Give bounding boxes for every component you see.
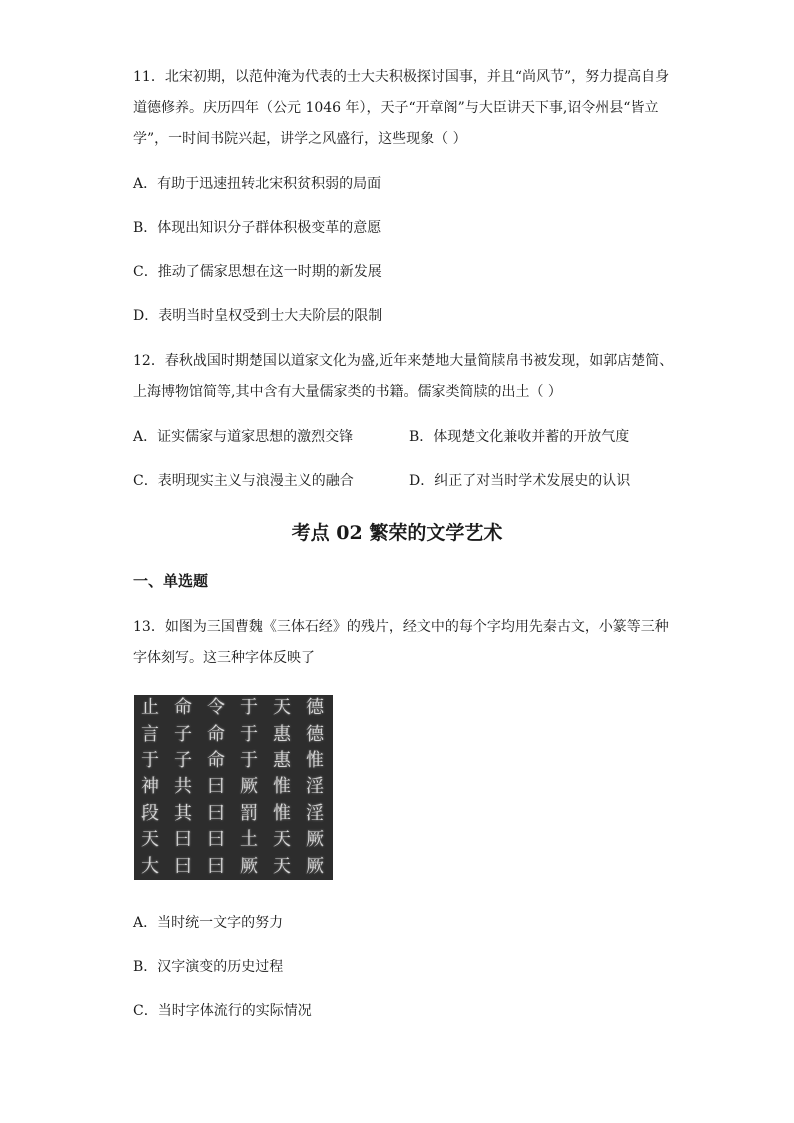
rubbing-glyph: 曰 <box>207 802 225 824</box>
rubbing-glyph: 淫 <box>306 802 324 824</box>
rubbing-glyph: 神 <box>141 776 159 798</box>
rubbing-glyph: 子 <box>174 723 192 745</box>
rubbing-glyph: 惟 <box>273 802 291 824</box>
q13-option-a[interactable]: A．当时统一文字的努力 <box>133 915 284 931</box>
rubbing-glyph: 曰 <box>174 829 192 851</box>
rubbing-glyph: 命 <box>207 750 225 772</box>
rubbing-glyph: 天 <box>273 829 291 851</box>
q11-option-c[interactable]: C．推动了儒家思想在这一时期的新发展 <box>133 264 382 280</box>
q11-option-b[interactable]: B．体现出知识分子群体积极变革的意愿 <box>133 220 382 236</box>
rubbing-glyph: 淫 <box>306 776 324 798</box>
rubbing-glyph: 天 <box>273 697 291 719</box>
rubbing-glyph: 于 <box>141 750 159 772</box>
q13-option-c[interactable]: C．当时字体流行的实际情况 <box>133 1003 312 1019</box>
rubbing-glyph: 于 <box>240 697 258 719</box>
rubbing-glyph: 土 <box>240 829 258 851</box>
q12-option-d[interactable]: D．纠正了对当时学术发展史的认识 <box>409 473 631 489</box>
rubbing-glyph: 厥 <box>306 855 324 877</box>
q11-stem-line-3: 学”，一时间书院兴起，讲学之风盛行，这些现象（ ） <box>133 131 467 147</box>
q11-stem-line-2: 道德修养。庆历四年（公元 1046 年），天子“开章阁”与大臣讲天下事,诏令州县“皆立 <box>133 100 659 116</box>
rubbing-glyph: 大 <box>141 855 159 877</box>
q12-stem-line-2: 上海博物馆简等,其中含有大量儒家类的书籍。儒家类简牍的出土（ ） <box>133 384 562 400</box>
q13-stem-line-1: 13．如图为三国曹魏《三体石经》的残片，经文中的每个字均用先秦古文，小篆等三种 <box>133 619 669 635</box>
stone-classic-rubbing-image <box>134 695 333 880</box>
rubbing-glyph: 段 <box>141 802 159 824</box>
rubbing-glyph: 惠 <box>273 723 291 745</box>
q12-option-c[interactable]: C．表明现实主义与浪漫主义的融合 <box>133 473 354 489</box>
rubbing-glyph: 天 <box>141 829 159 851</box>
q11-option-d[interactable]: D．表明当时皇权受到士大夫阶层的限制 <box>133 308 383 324</box>
q13-option-b[interactable]: B．汉字演变的历史过程 <box>133 959 284 975</box>
rubbing-glyph: 于 <box>240 723 258 745</box>
rubbing-glyph: 厥 <box>306 829 324 851</box>
q12-option-a[interactable]: A．证实儒家与道家思想的激烈交锋 <box>133 429 354 445</box>
rubbing-glyph: 天 <box>273 855 291 877</box>
rubbing-glyph: 令 <box>207 697 225 719</box>
rubbing-glyph: 命 <box>174 697 192 719</box>
rubbing-glyph: 命 <box>207 723 225 745</box>
q12-stem-line-1: 12．春秋战国时期楚国以道家文化为盛,近年来楚地大量简牍帛书被发现，如郭店楚简、 <box>133 353 674 369</box>
rubbing-glyph: 子 <box>174 750 192 772</box>
rubbing-glyph: 曰 <box>174 855 192 877</box>
section-subtitle: 一、单选题 <box>133 572 209 590</box>
rubbing-glyph: 德 <box>306 697 324 719</box>
rubbing-glyph: 惠 <box>273 750 291 772</box>
rubbing-glyph: 厥 <box>240 855 258 877</box>
q13-stem-line-2: 字体刻写。这三种字体反映了 <box>133 650 315 666</box>
rubbing-glyph: 其 <box>174 802 192 824</box>
rubbing-glyph: 厥 <box>240 776 258 798</box>
q11-option-a[interactable]: A．有助于迅速扭转北宋积贫积弱的局面 <box>133 176 382 192</box>
q11-stem-line-1: 11．北宋初期，以范仲淹为代表的士大夫积极探讨国事，并且“尚风节”，努力提高自身 <box>133 69 670 85</box>
section-title: 考点 02 繁荣的文学艺术 <box>291 522 503 544</box>
rubbing-glyph: 德 <box>306 723 324 745</box>
rubbing-glyph: 于 <box>240 750 258 772</box>
rubbing-glyph: 止 <box>141 697 159 719</box>
rubbing-glyph: 惟 <box>273 776 291 798</box>
rubbing-glyph: 言 <box>141 723 159 745</box>
rubbing-glyph: 曰 <box>207 855 225 877</box>
rubbing-glyph: 曰 <box>207 776 225 798</box>
q12-option-b[interactable]: B．体现楚文化兼收并蓄的开放气度 <box>409 429 630 445</box>
rubbing-glyph: 惟 <box>306 750 324 772</box>
rubbing-glyph: 曰 <box>207 829 225 851</box>
rubbing-glyph: 罰 <box>240 802 258 824</box>
rubbing-glyph: 共 <box>174 776 192 798</box>
